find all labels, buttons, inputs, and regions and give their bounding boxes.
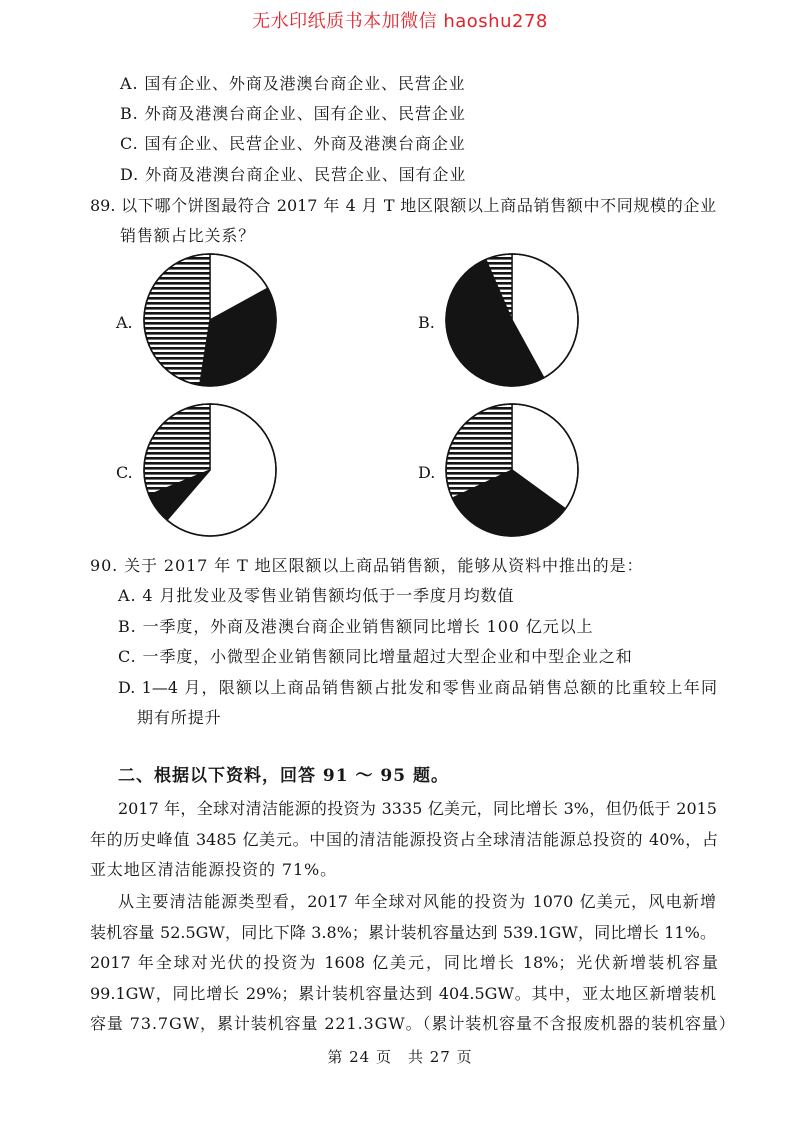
q90-stem: 90. 关于 2017 年 T 地区限额以上商品销售额，能够从资料中推出的是： xyxy=(90,556,644,575)
q90-option-a: A. 4 月批发业及零售业销售额均低于一季度月均数值 xyxy=(118,586,515,605)
watermark-header: 无水印纸质书本加微信 haoshu278 xyxy=(252,11,548,32)
para2-line2: 装机容量 52.5GW，同比下降 3.8%；累计装机容量达到 539.1GW，同比增长 11%。 xyxy=(90,923,716,942)
prev-option-c: C. 国有企业、民营企业、外商及港澳台商企业 xyxy=(120,134,466,153)
page-number: 第 24 页 共 27 页 xyxy=(327,1048,473,1066)
q89-stem-line1: 89. 以下哪个饼图最符合 2017 年 4 月 T 地区限额以上商品销售额中不同规模的企业 xyxy=(90,196,716,215)
prev-option-a: A. 国有企业、外商及港澳台商企业、民营企业 xyxy=(120,74,466,93)
para2-line4: 99.1GW，同比增长 29%；累计装机容量达到 404.5GW。其中，亚太地区新增装机 xyxy=(90,984,716,1003)
pie-label-a: A. xyxy=(116,313,133,332)
pie-chart-d xyxy=(444,402,580,538)
prev-option-d: D. 外商及港澳台商企业、民营企业、国有企业 xyxy=(120,165,467,184)
q90-option-c: C. 一季度，小微型企业销售额同比增量超过大型企业和中型企业之和 xyxy=(118,647,633,666)
pie-chart-b xyxy=(444,252,580,388)
q90-option-b: B. 一季度，外商及港澳台商企业销售额同比增长 100 亿元以上 xyxy=(118,617,594,636)
q90-option-d: D. 1—4 月，限额以上商品销售额占批发和零售业商品销售总额的比重较上年同 xyxy=(118,678,717,697)
prev-option-b: B. 外商及港澳台商企业、国有企业、民营企业 xyxy=(120,104,466,123)
q89-stem-line2: 销售额占比关系？ xyxy=(120,226,256,245)
para1-line3: 亚太地区清洁能源投资的 71%。 xyxy=(90,860,338,879)
section-heading: 二、根据以下资料，回答 91 ～ 95 题。 xyxy=(118,766,449,786)
para2-line5: 容量 73.7GW，累计装机容量 221.3GW。（累计装机容量不含报废机器的装机容量） xyxy=(90,1014,736,1033)
para2-line3: 2017 年全球对光伏的投资为 1608 亿美元，同比增长 18%；光伏新增装机容量 xyxy=(90,953,718,972)
pie-a-slice-striped xyxy=(144,254,210,385)
q90-option-d-continued: 期有所提升 xyxy=(137,708,222,727)
para2-line1: 从主要清洁能源类型看，2017 年全球对风能的投资为 1070 亿美元，风电新增 xyxy=(118,892,716,911)
pie-chart-c xyxy=(142,402,278,538)
para1-line1: 2017 年，全球对清洁能源的投资为 3335 亿美元，同比增长 3%，但仍低于 2015 xyxy=(118,799,717,818)
pie-label-d: D. xyxy=(418,463,436,482)
pie-label-b: B. xyxy=(418,313,435,332)
pie-label-c: C. xyxy=(116,463,133,482)
pie-chart-a xyxy=(142,252,278,388)
para1-line2: 年的历史峰值 3485 亿美元。中国的清洁能源投资占全球清洁能源总投资的 40%，占 xyxy=(90,830,718,849)
